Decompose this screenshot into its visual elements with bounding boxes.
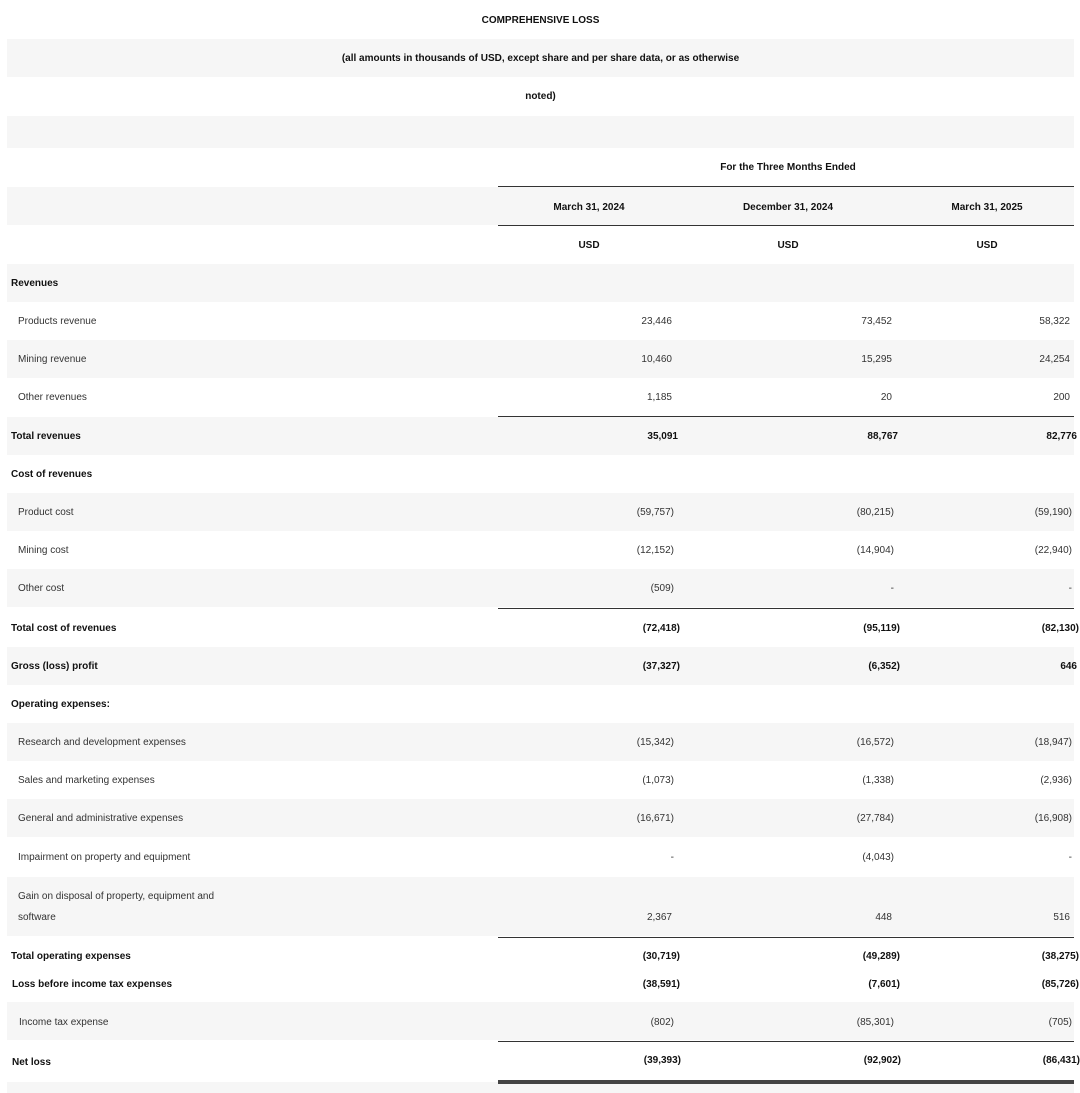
cell-dec-2024: (1,338)	[862, 775, 894, 786]
row-label: Other revenues	[18, 392, 87, 403]
cell-mar-2024: 23,446	[641, 316, 672, 327]
cell-mar-2025: (59,190)	[1034, 507, 1072, 518]
cell-mar-2024: (38,591)	[642, 979, 680, 990]
cell-dec-2024: (16,572)	[856, 737, 894, 748]
date-header-row	[7, 187, 1074, 225]
cell-mar-2025: (16,908)	[1034, 813, 1072, 824]
row-label: Sales and marketing expenses	[18, 775, 155, 786]
cell-dec-2024: 20	[880, 392, 892, 403]
cell-dec-2024: 73,452	[861, 316, 892, 327]
row-label: General and administrative expenses	[18, 813, 184, 824]
row-sales-marketing	[7, 761, 1074, 799]
cell-dec-2024: (7,601)	[868, 979, 900, 990]
cell-mar-2025: (82,130)	[1041, 623, 1079, 634]
row-label: Total operating expenses	[11, 951, 131, 962]
row-label: Gain on disposal of property, equipment and	[18, 891, 215, 902]
row-label: Other cost	[18, 583, 65, 594]
cell-mar-2025: 516	[1053, 912, 1070, 923]
row-label: Mining cost	[18, 545, 69, 556]
statement-subtitle-line2: noted)	[525, 91, 556, 102]
row-label: Gross (loss) profit	[11, 661, 98, 672]
row-total-cost-of-revenues	[7, 609, 1079, 647]
row-products-revenue	[7, 302, 1074, 340]
cell-mar-2024: 10,460	[641, 354, 672, 365]
period-row	[7, 148, 1074, 186]
cell-mar-2024: (37,327)	[642, 661, 680, 672]
row-label: Total revenues	[11, 431, 81, 442]
currency-mar-2024: USD	[578, 240, 600, 251]
row-total-operating-expenses	[7, 938, 1079, 966]
row-cost-of-revenues	[7, 455, 1074, 493]
row-mining-cost	[7, 531, 1074, 569]
column-header-mar-2024: March 31, 2024	[553, 202, 625, 213]
cell-dec-2024: (95,119)	[863, 623, 900, 634]
row-other-revenues	[7, 378, 1074, 416]
cell-mar-2025: 200	[1053, 392, 1070, 403]
row-other-cost	[7, 569, 1074, 607]
cell-dec-2024: (6,352)	[868, 661, 900, 672]
cell-mar-2024: (1,073)	[642, 775, 674, 786]
cell-mar-2024: (59,757)	[636, 507, 674, 518]
cell-mar-2025: -	[1068, 583, 1072, 594]
row-label: Net loss	[12, 1057, 51, 1068]
currency-mar-2025: USD	[976, 240, 998, 251]
cell-dec-2024: 88,767	[867, 431, 898, 442]
cell-mar-2024: 35,091	[647, 431, 678, 442]
statement-subtitle-line1: (all amounts in thousands of USD, except share and per share data, or as otherwise	[341, 53, 740, 64]
cell-mar-2024: (509)	[650, 583, 674, 594]
row-income-tax-expense	[7, 1002, 1074, 1040]
cell-dec-2024: (85,301)	[856, 1017, 894, 1028]
cell-mar-2025: 24,254	[1039, 354, 1070, 365]
cell-mar-2024: (72,418)	[642, 623, 680, 634]
row-gross-loss-profit	[7, 647, 1077, 685]
row-label: Product cost	[18, 507, 74, 518]
row-total-revenues	[7, 417, 1077, 455]
statement-title: COMPREHENSIVE LOSS	[481, 15, 600, 26]
subtitle-row-1	[7, 39, 1074, 77]
row-label: Impairment on property and equipment	[18, 852, 191, 863]
cell-mar-2024: -	[670, 852, 674, 863]
cell-mar-2025: (85,726)	[1041, 979, 1079, 990]
row-label: Revenues	[11, 278, 59, 289]
cell-mar-2024: (12,152)	[636, 545, 674, 556]
row-label: Research and development expenses	[18, 737, 186, 748]
cell-dec-2024: 448	[875, 912, 892, 923]
row-impairment	[7, 837, 1074, 877]
subtitle-row-2	[7, 77, 1074, 116]
cell-mar-2024: (15,342)	[636, 737, 674, 748]
title-row	[7, 0, 1074, 39]
cell-dec-2024: (49,289)	[862, 951, 900, 962]
cell-dec-2024: -	[890, 583, 894, 594]
column-header-dec-2024: December 31, 2024	[742, 202, 834, 213]
cell-mar-2024: (30,719)	[642, 951, 680, 962]
total-double-rule	[498, 1080, 1074, 1084]
cell-mar-2025: (38,275)	[1041, 951, 1079, 962]
cell-dec-2024: 15,295	[861, 354, 892, 365]
cell-mar-2025: 82,776	[1046, 431, 1077, 442]
cell-dec-2024: (80,215)	[856, 507, 894, 518]
cell-mar-2025: (22,940)	[1034, 545, 1072, 556]
period-label: For the Three Months Ended	[720, 162, 856, 173]
cell-mar-2025: (2,936)	[1040, 775, 1072, 786]
row-label-continuation: software	[18, 912, 56, 923]
cell-mar-2025: (86,431)	[1042, 1055, 1080, 1066]
cell-mar-2025: -	[1068, 852, 1072, 863]
row-label: Mining revenue	[18, 354, 87, 365]
row-research-development	[7, 723, 1074, 761]
currency-row	[7, 226, 1074, 264]
spacer-row	[7, 116, 1074, 148]
cell-dec-2024: (14,904)	[856, 545, 894, 556]
row-label: Products revenue	[18, 316, 97, 327]
column-header-mar-2025: March 31, 2025	[951, 202, 1023, 213]
cell-mar-2025: 646	[1060, 661, 1077, 672]
row-revenues	[7, 264, 1074, 302]
row-product-cost	[7, 493, 1074, 531]
cell-mar-2025: 58,322	[1039, 316, 1070, 327]
row-loss-before-tax	[7, 966, 1079, 1002]
cell-mar-2025: (18,947)	[1034, 737, 1072, 748]
row-label: Loss before income tax expenses	[12, 979, 173, 990]
cell-mar-2024: (39,393)	[643, 1055, 681, 1066]
cell-dec-2024: (27,784)	[856, 813, 894, 824]
row-operating-expenses	[7, 685, 1074, 723]
cell-mar-2024: 2,367	[646, 912, 672, 923]
cell-mar-2025: (705)	[1048, 1017, 1072, 1028]
cell-dec-2024: (92,902)	[863, 1055, 901, 1066]
row-label: Income tax expense	[19, 1017, 109, 1028]
row-gain-on-disposal	[7, 877, 1074, 936]
row-label: Operating expenses:	[11, 699, 110, 710]
currency-dec-2024: USD	[777, 240, 799, 251]
cell-mar-2024: (802)	[650, 1017, 674, 1028]
row-net-loss	[7, 1042, 1080, 1080]
row-mining-revenue	[7, 340, 1074, 378]
cell-mar-2024: (16,671)	[636, 813, 674, 824]
row-label: Total cost of revenues	[11, 623, 117, 634]
cell-mar-2024: 1,185	[646, 392, 672, 403]
row-general-administrative	[7, 799, 1074, 837]
cell-dec-2024: (4,043)	[862, 852, 894, 863]
row-label: Cost of revenues	[11, 469, 93, 480]
